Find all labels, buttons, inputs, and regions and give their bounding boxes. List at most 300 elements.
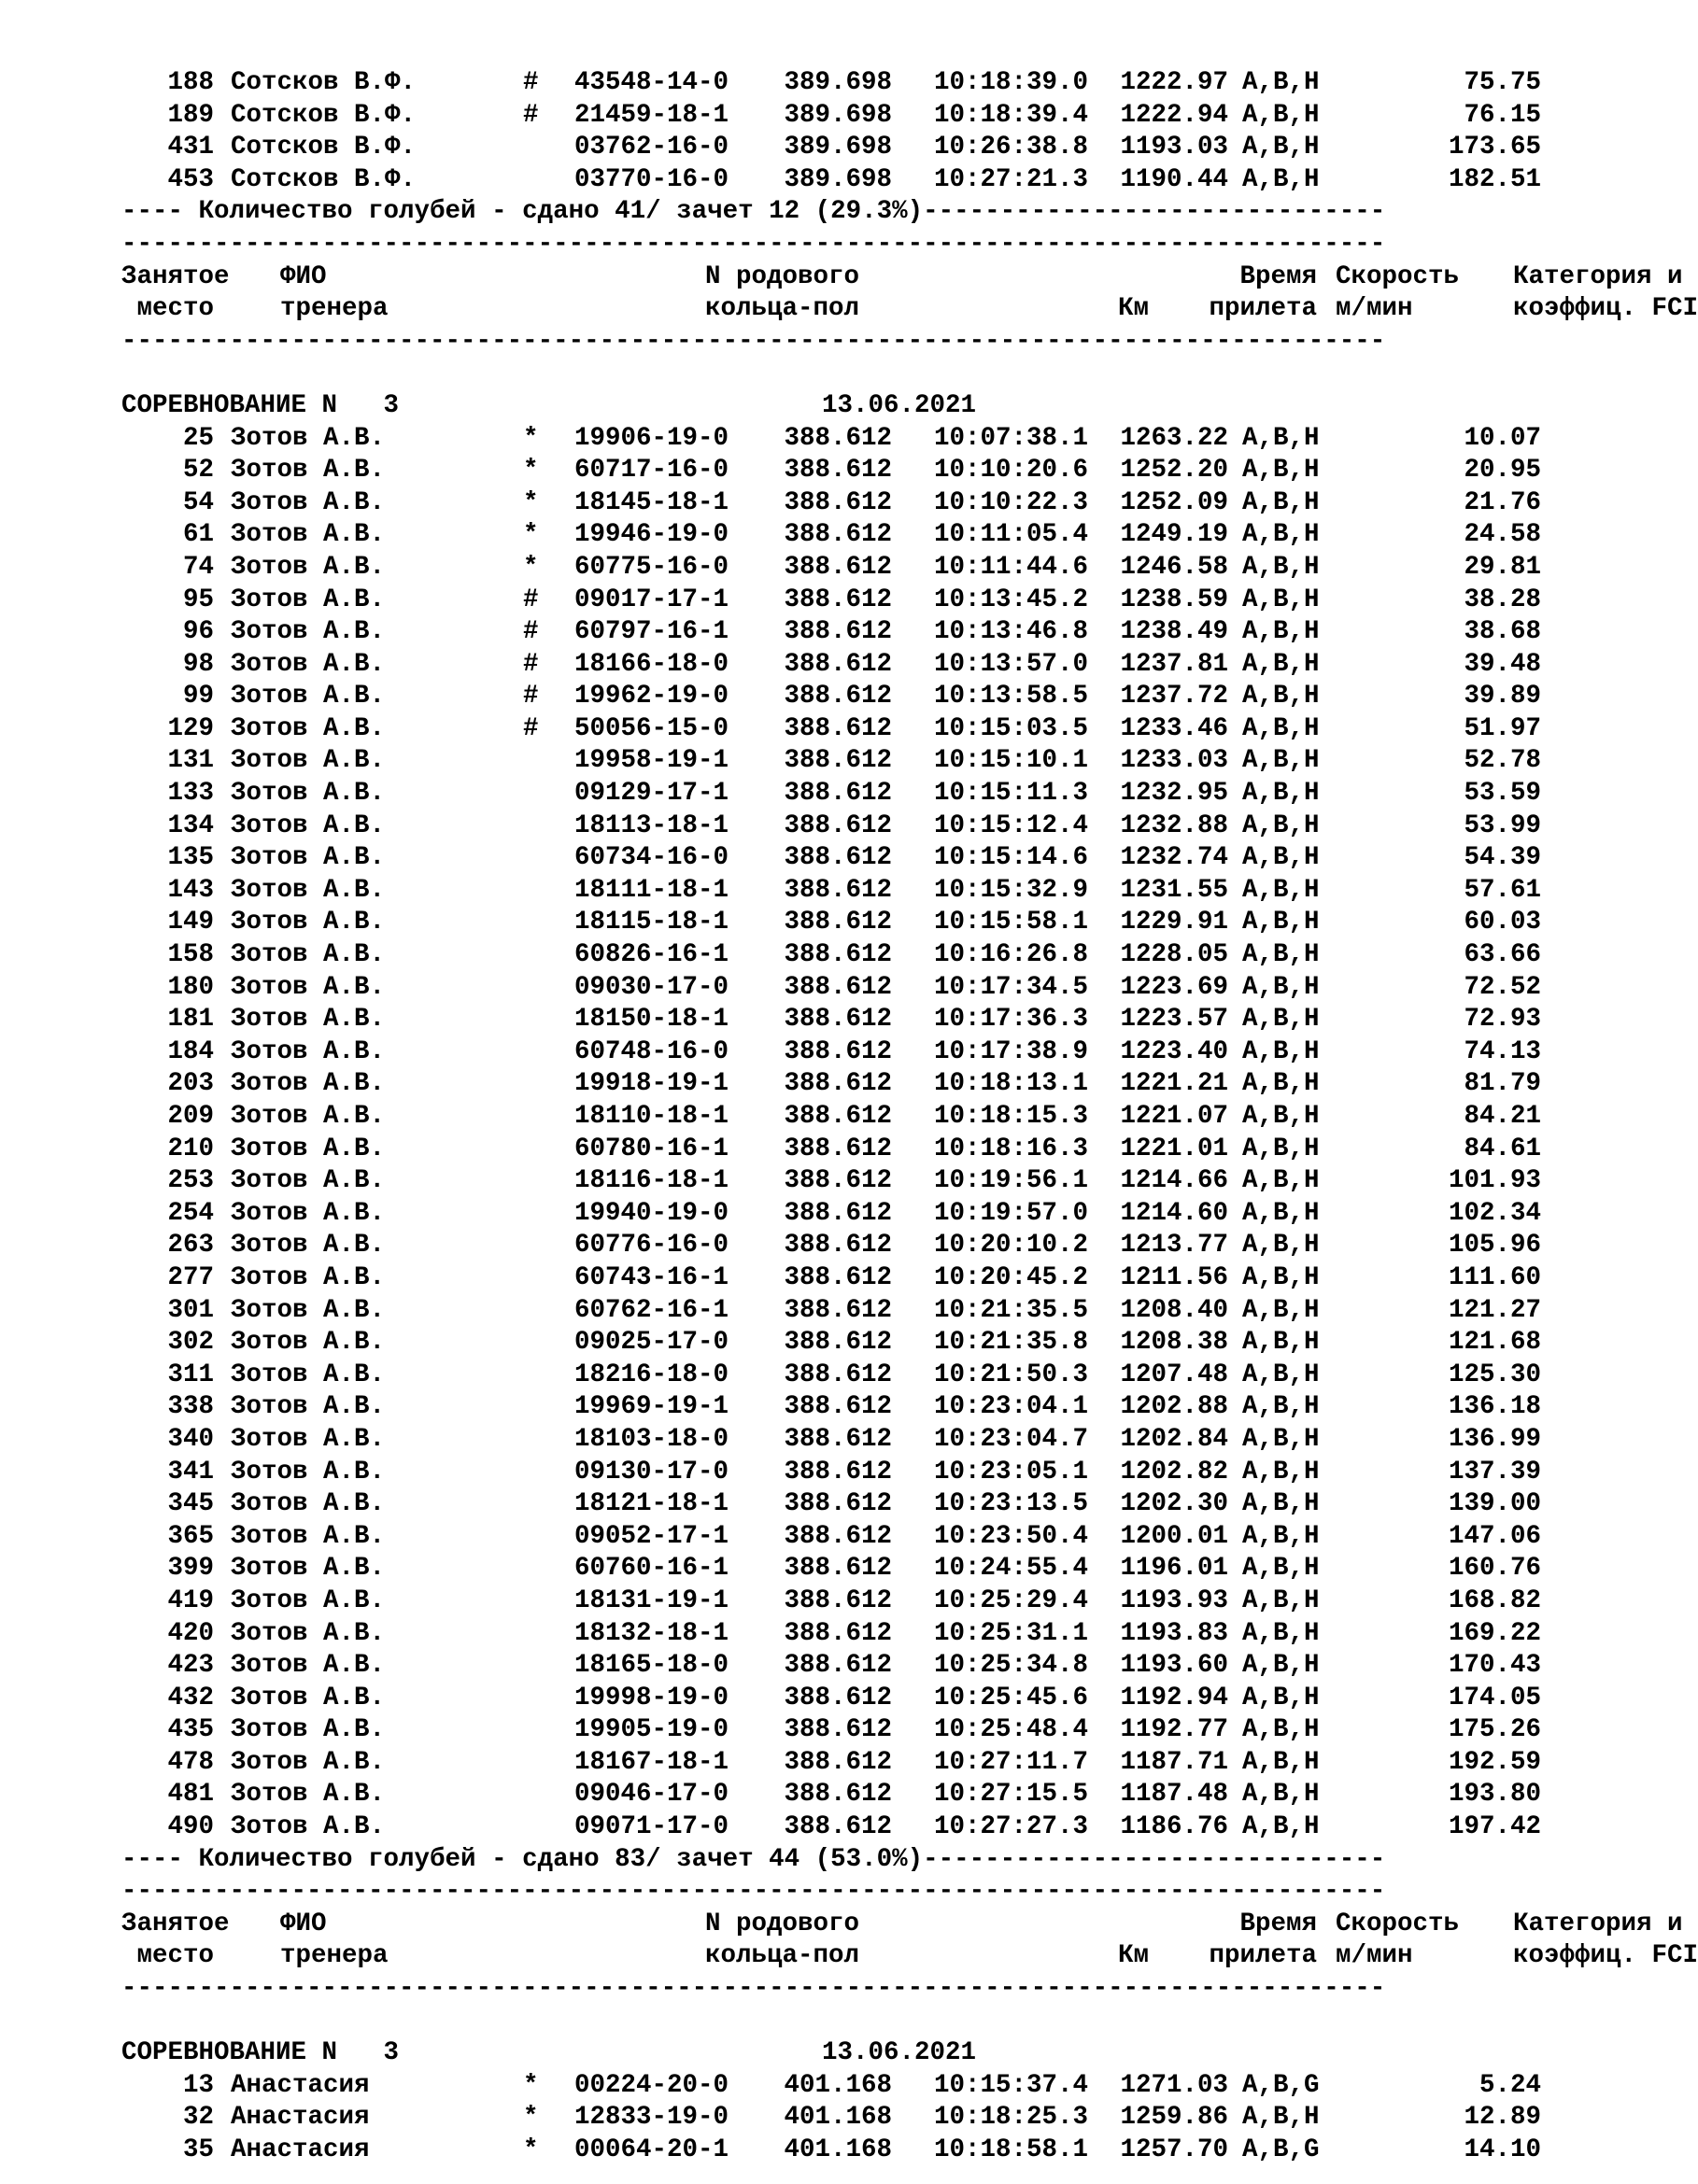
- distance-cell: 388.612: [784, 552, 892, 582]
- ring-number-cell: 60826-16-1: [574, 940, 729, 970]
- ring-number-cell: 19969-19-1: [574, 1392, 729, 1422]
- trainer-name-cell: Зотов А.В.: [231, 585, 386, 614]
- place-cell: 253: [167, 1166, 214, 1196]
- place-cell: 188: [167, 68, 214, 97]
- distance-cell: 388.612: [784, 1262, 892, 1292]
- trainer-name-cell: Зотов А.В.: [231, 1812, 386, 1842]
- category-cell: A,B,H: [1242, 1328, 1320, 1358]
- distance-cell: 388.612: [784, 1328, 892, 1358]
- category-cell: A,B,H: [1242, 649, 1320, 679]
- distance-cell: 388.612: [784, 1198, 892, 1228]
- ring-number-cell: 60780-16-1: [574, 1134, 729, 1163]
- ring-number-cell: 18121-18-1: [574, 1489, 729, 1519]
- arrival-time-cell: 10:23:13.5: [933, 1489, 1088, 1519]
- ring-number-cell: 19905-19-0: [574, 1715, 729, 1745]
- speed-cell: 1233.46: [1120, 713, 1228, 743]
- category-cell: A,B,H: [1242, 585, 1320, 614]
- category-cell: A,B,H: [1242, 1102, 1320, 1131]
- result-row: [121, 1488, 1541, 1521]
- results-sheet: [121, 67, 1698, 2167]
- speed-cell: 1238.59: [1120, 585, 1228, 614]
- competition-date: 13.06.2021: [822, 2038, 977, 2068]
- place-cell: 277: [167, 1262, 214, 1292]
- distance-cell: 388.612: [784, 908, 892, 937]
- trainer-name-cell: Зотов А.В.: [231, 1328, 386, 1358]
- category-cell: A,B,H: [1242, 779, 1320, 809]
- mark-cell: #: [523, 585, 539, 614]
- speed-cell: 1228.05: [1120, 940, 1228, 970]
- distance-cell: 389.698: [784, 133, 892, 162]
- category-cell: A,B,H: [1242, 456, 1320, 486]
- distance-cell: 388.612: [784, 1554, 892, 1584]
- fci-coefficient-cell: 111.60: [1448, 1262, 1541, 1292]
- fci-coefficient-cell: 29.81: [1464, 552, 1541, 582]
- trainer-name-cell: Зотов А.В.: [231, 649, 386, 679]
- category-cell: A,B,H: [1242, 1521, 1320, 1551]
- trainer-name-cell: Зотов А.В.: [231, 1585, 386, 1615]
- category-cell: A,B,H: [1242, 1489, 1320, 1519]
- speed-cell: 1259.86: [1120, 2103, 1228, 2133]
- trainer-name-cell: Зотов А.В.: [231, 1295, 386, 1325]
- separator-line: ----------------------------------------------------------------------------------: [121, 229, 1386, 259]
- competition-label: СОРЕВНОВАНИЕ N 3: [121, 390, 400, 420]
- fci-coefficient-cell: 101.93: [1448, 1166, 1541, 1196]
- fci-coefficient-cell: 53.59: [1464, 779, 1541, 809]
- place-cell: 420: [167, 1618, 214, 1648]
- speed-cell: 1190.44: [1120, 164, 1228, 194]
- place-cell: 35: [182, 2135, 214, 2164]
- distance-cell: 388.612: [784, 1102, 892, 1131]
- speed-cell: 1221.21: [1120, 1069, 1228, 1099]
- trainer-name-cell: Зотов А.В.: [231, 1683, 386, 1712]
- result-row: [121, 455, 1541, 487]
- speed-cell: 1249.19: [1120, 520, 1228, 550]
- speed-cell: 1211.56: [1120, 1262, 1228, 1292]
- fci-coefficient-cell: 175.26: [1448, 1715, 1541, 1745]
- mark-cell: *: [523, 2135, 539, 2164]
- ring-number-cell: 00224-20-0: [574, 2070, 729, 2100]
- arrival-time-cell: 10:15:11.3: [933, 779, 1088, 809]
- fci-coefficient-cell: 54.39: [1464, 843, 1541, 873]
- arrival-time-cell: 10:11:44.6: [933, 552, 1088, 582]
- arrival-time-cell: 10:17:36.3: [933, 1005, 1088, 1035]
- category-cell: A,B,H: [1242, 940, 1320, 970]
- arrival-time-cell: 10:18:13.1: [933, 1069, 1088, 1099]
- speed-cell: 1271.03: [1120, 2070, 1228, 2100]
- distance-cell: 388.612: [784, 585, 892, 614]
- blank-line: [121, 2006, 1522, 2038]
- speed-cell: 1221.01: [1120, 1134, 1228, 1163]
- speed-cell: 1187.71: [1120, 1747, 1228, 1777]
- distance-cell: 388.612: [784, 1392, 892, 1422]
- ring-number-cell: 18132-18-1: [574, 1618, 729, 1648]
- arrival-time-cell: 10:25:29.4: [933, 1585, 1088, 1615]
- trainer-name-cell: Сотсков В.Ф.: [231, 164, 417, 194]
- speed-cell: 1246.58: [1120, 552, 1228, 582]
- place-cell: 99: [182, 682, 214, 712]
- result-row: [121, 1230, 1541, 1262]
- ring-number-cell: 19958-19-1: [574, 746, 729, 776]
- category-cell: A,B,G: [1242, 2135, 1320, 2164]
- place-cell: 419: [167, 1585, 214, 1615]
- fci-coefficient-cell: 38.68: [1464, 617, 1541, 647]
- category-cell: A,B,H: [1242, 1005, 1320, 1035]
- trainer-name-cell: Зотов А.В.: [231, 1747, 386, 1777]
- result-row: [121, 1618, 1541, 1651]
- result-row: [121, 810, 1541, 843]
- category-cell: A,B,H: [1242, 1747, 1320, 1777]
- category-cell: A,B,H: [1242, 520, 1320, 550]
- ring-number-cell: 18216-18-0: [574, 1360, 729, 1389]
- trainer-name-cell: Зотов А.В.: [231, 456, 386, 486]
- arrival-time-cell: 10:07:38.1: [933, 423, 1088, 453]
- speed-cell: 1232.95: [1120, 779, 1228, 809]
- speed-cell: 1193.60: [1120, 1651, 1228, 1681]
- ring-number-cell: 60717-16-0: [574, 456, 729, 486]
- place-cell: 96: [182, 617, 214, 647]
- arrival-time-cell: 10:21:35.5: [933, 1295, 1088, 1325]
- header-km: Км: [1117, 1941, 1149, 1971]
- header-place: место: [121, 1941, 215, 1971]
- ring-number-cell: 18113-18-1: [574, 810, 729, 840]
- speed-cell: 1193.03: [1120, 133, 1228, 162]
- ring-number-cell: 19906-19-0: [574, 423, 729, 453]
- arrival-time-cell: 10:15:12.4: [933, 810, 1088, 840]
- speed-cell: 1232.74: [1120, 843, 1228, 873]
- mark-cell: #: [523, 713, 539, 743]
- place-cell: 184: [167, 1036, 214, 1066]
- fci-coefficient-cell: 121.27: [1448, 1295, 1541, 1325]
- trainer-name-cell: Зотов А.В.: [231, 746, 386, 776]
- category-cell: A,B,H: [1242, 908, 1320, 937]
- trainer-name-cell: Зотов А.В.: [231, 552, 386, 582]
- distance-cell: 388.612: [784, 1747, 892, 1777]
- ring-number-cell: 43548-14-0: [574, 68, 729, 97]
- category-cell: A,B,H: [1242, 1166, 1320, 1196]
- arrival-time-cell: 10:18:39.0: [933, 68, 1088, 97]
- trainer-name-cell: Анастасия: [231, 2135, 370, 2164]
- place-cell: 478: [167, 1747, 214, 1777]
- speed-cell: 1200.01: [1120, 1521, 1228, 1551]
- result-row: [121, 423, 1541, 456]
- header-place: Занятое: [121, 1909, 230, 1938]
- arrival-time-cell: 10:20:10.2: [933, 1231, 1088, 1261]
- speed-cell: 1192.77: [1120, 1715, 1228, 1745]
- trainer-name-cell: Зотов А.В.: [231, 682, 386, 712]
- result-row: [121, 1004, 1541, 1036]
- speed-cell: 1252.09: [1120, 487, 1228, 517]
- result-row: [121, 907, 1541, 939]
- distance-cell: 388.612: [784, 1424, 892, 1454]
- place-cell: 133: [167, 779, 214, 809]
- category-cell: A,B,H: [1242, 1812, 1320, 1842]
- place-cell: 158: [167, 940, 214, 970]
- header-speed: Скорость: [1336, 261, 1460, 291]
- arrival-time-cell: 10:18:39.4: [933, 100, 1088, 130]
- category-cell: A,B,H: [1242, 810, 1320, 840]
- arrival-time-cell: 10:13:46.8: [933, 617, 1088, 647]
- fci-coefficient-cell: 53.99: [1464, 810, 1541, 840]
- separator-line: ----------------------------------------------------------------------------------: [121, 326, 1386, 356]
- mark-cell: #: [523, 100, 539, 130]
- arrival-time-cell: 10:18:16.3: [933, 1134, 1088, 1163]
- category-cell: A,B,H: [1242, 1392, 1320, 1422]
- category-cell: A,B,H: [1242, 682, 1320, 712]
- distance-cell: 388.612: [784, 1651, 892, 1681]
- result-row: [121, 1811, 1541, 1844]
- ring-number-cell: 19946-19-0: [574, 520, 729, 550]
- mark-cell: *: [523, 2070, 539, 2100]
- fci-coefficient-cell: 197.42: [1448, 1812, 1541, 1842]
- result-row: [121, 875, 1541, 908]
- mark-cell: *: [523, 520, 539, 550]
- place-cell: 129: [167, 713, 214, 743]
- arrival-time-cell: 10:18:25.3: [933, 2103, 1088, 2133]
- distance-cell: 388.612: [784, 520, 892, 550]
- speed-cell: 1214.60: [1120, 1198, 1228, 1228]
- place-cell: 52: [182, 456, 214, 486]
- distance-cell: 388.612: [784, 682, 892, 712]
- place-cell: 54: [182, 487, 214, 517]
- result-row: [121, 1714, 1541, 1747]
- result-row: [121, 1068, 1541, 1101]
- place-cell: 209: [167, 1102, 214, 1131]
- separator-line: ----------------------------------------------------------------------------------: [121, 1974, 1386, 2004]
- result-row: [121, 1262, 1541, 1295]
- fci-coefficient-cell: 84.61: [1464, 1134, 1541, 1163]
- arrival-time-cell: 10:19:56.1: [933, 1166, 1088, 1196]
- category-cell: A,B,H: [1242, 487, 1320, 517]
- trainer-name-cell: Зотов А.В.: [231, 810, 386, 840]
- speed-cell: 1237.81: [1120, 649, 1228, 679]
- category-cell: A,B,H: [1242, 1554, 1320, 1584]
- result-row: [121, 1360, 1541, 1392]
- arrival-time-cell: 10:11:05.4: [933, 520, 1088, 550]
- ring-number-cell: 60775-16-0: [574, 552, 729, 582]
- fci-coefficient-cell: 24.58: [1464, 520, 1541, 550]
- speed-cell: 1223.40: [1120, 1036, 1228, 1066]
- category-cell: A,B,H: [1242, 2103, 1320, 2133]
- speed-cell: 1221.07: [1120, 1102, 1228, 1131]
- fci-coefficient-cell: 192.59: [1448, 1747, 1541, 1777]
- ring-number-cell: 60743-16-1: [574, 1262, 729, 1292]
- speed-cell: 1192.94: [1120, 1683, 1228, 1712]
- speed-cell: 1223.69: [1120, 972, 1228, 1002]
- trainer-name-cell: Зотов А.В.: [231, 1521, 386, 1551]
- result-row: [121, 1747, 1541, 1780]
- distance-cell: 388.612: [784, 617, 892, 647]
- place-cell: 135: [167, 843, 214, 873]
- arrival-time-cell: 10:17:34.5: [933, 972, 1088, 1002]
- arrival-time-cell: 10:15:32.9: [933, 875, 1088, 905]
- header-trainer: тренера: [280, 1941, 389, 1971]
- fci-coefficient-cell: 21.76: [1464, 487, 1541, 517]
- distance-cell: 388.612: [784, 1166, 892, 1196]
- column-header-row: [121, 1940, 1698, 1973]
- ring-number-cell: 18103-18-0: [574, 1424, 729, 1454]
- mark-cell: *: [523, 487, 539, 517]
- arrival-time-cell: 10:15:03.5: [933, 713, 1088, 743]
- place-cell: 263: [167, 1231, 214, 1261]
- ring-number-cell: 09030-17-0: [574, 972, 729, 1002]
- ring-number-cell: 60776-16-0: [574, 1231, 729, 1261]
- distance-cell: 388.612: [784, 1812, 892, 1842]
- ring-number-cell: 19918-19-1: [574, 1069, 729, 1099]
- distance-cell: 388.612: [784, 1134, 892, 1163]
- ring-number-cell: 00064-20-1: [574, 2135, 729, 2164]
- fci-coefficient-cell: 125.30: [1448, 1360, 1541, 1389]
- speed-cell: 1208.40: [1120, 1295, 1228, 1325]
- arrival-time-cell: 10:21:50.3: [933, 1360, 1088, 1389]
- place-cell: 74: [182, 552, 214, 582]
- place-cell: 131: [167, 746, 214, 776]
- header-place: место: [121, 294, 215, 324]
- speed-cell: 1232.88: [1120, 810, 1228, 840]
- arrival-time-cell: 10:27:27.3: [933, 1812, 1088, 1842]
- arrival-time-cell: 10:10:20.6: [933, 456, 1088, 486]
- place-cell: 61: [182, 520, 214, 550]
- trainer-name-cell: Зотов А.В.: [231, 1102, 386, 1131]
- header-category: коэффиц. FCI: [1513, 1941, 1698, 1971]
- place-cell: 432: [167, 1683, 214, 1712]
- trainer-name-cell: Зотов А.В.: [231, 1231, 386, 1261]
- category-cell: A,B,H: [1242, 423, 1320, 453]
- fci-coefficient-cell: 105.96: [1448, 1231, 1541, 1261]
- fci-coefficient-cell: 102.34: [1448, 1198, 1541, 1228]
- header-time: Время: [1239, 261, 1317, 291]
- ring-number-cell: 18131-19-1: [574, 1585, 729, 1615]
- arrival-time-cell: 10:27:15.5: [933, 1780, 1088, 1810]
- place-cell: 399: [167, 1554, 214, 1584]
- ring-number-cell: 21459-18-1: [574, 100, 729, 130]
- speed-cell: 1202.88: [1120, 1392, 1228, 1422]
- fci-coefficient-cell: 81.79: [1464, 1069, 1541, 1099]
- place-cell: 365: [167, 1521, 214, 1551]
- header-category: коэффиц. FCI: [1513, 294, 1698, 324]
- fci-coefficient-cell: 39.89: [1464, 682, 1541, 712]
- trainer-name-cell: Зотов А.В.: [231, 1134, 386, 1163]
- category-cell: A,B,H: [1242, 1069, 1320, 1099]
- fci-coefficient-cell: 63.66: [1464, 940, 1541, 970]
- fci-coefficient-cell: 137.39: [1448, 1457, 1541, 1487]
- fci-coefficient-cell: 52.78: [1464, 746, 1541, 776]
- fci-coefficient-cell: 5.24: [1479, 2070, 1541, 2100]
- result-row: [121, 1327, 1541, 1360]
- arrival-time-cell: 10:13:57.0: [933, 649, 1088, 679]
- category-cell: A,B,H: [1242, 1651, 1320, 1681]
- arrival-time-cell: 10:19:57.0: [933, 1198, 1088, 1228]
- header-ring: кольца-пол: [705, 1941, 860, 1971]
- distance-cell: 388.612: [784, 1715, 892, 1745]
- ring-number-cell: 09052-17-1: [574, 1521, 729, 1551]
- arrival-time-cell: 10:24:55.4: [933, 1554, 1088, 1584]
- trainer-name-cell: Зотов А.В.: [231, 520, 386, 550]
- trainer-name-cell: Зотов А.В.: [231, 1392, 386, 1422]
- mark-cell: #: [523, 682, 539, 712]
- arrival-time-cell: 10:20:45.2: [933, 1262, 1088, 1292]
- category-cell: A,B,H: [1242, 1134, 1320, 1163]
- header-speed: Скорость: [1336, 1909, 1460, 1938]
- trainer-name-cell: Зотов А.В.: [231, 1651, 386, 1681]
- category-cell: A,B,H: [1242, 1231, 1320, 1261]
- arrival-time-cell: 10:21:35.8: [933, 1328, 1088, 1358]
- result-row: [121, 939, 1541, 972]
- distance-cell: 388.612: [784, 1005, 892, 1035]
- distance-cell: 388.612: [784, 1036, 892, 1066]
- category-cell: A,B,H: [1242, 1262, 1320, 1292]
- trainer-name-cell: Анастасия: [231, 2070, 370, 2100]
- fci-coefficient-cell: 20.95: [1464, 456, 1541, 486]
- place-cell: 453: [167, 164, 214, 194]
- place-cell: 181: [167, 1005, 214, 1035]
- arrival-time-cell: 10:27:21.3: [933, 164, 1088, 194]
- ring-number-cell: 03770-16-0: [574, 164, 729, 194]
- fci-coefficient-cell: 136.99: [1448, 1424, 1541, 1454]
- fci-coefficient-cell: 38.28: [1464, 585, 1541, 614]
- arrival-time-cell: 10:23:05.1: [933, 1457, 1088, 1487]
- result-row: [121, 2135, 1541, 2167]
- place-cell: 13: [182, 2070, 214, 2100]
- category-cell: A,B,H: [1242, 875, 1320, 905]
- place-cell: 490: [167, 1812, 214, 1842]
- trainer-name-cell: Зотов А.В.: [231, 940, 386, 970]
- arrival-time-cell: 10:18:15.3: [933, 1102, 1088, 1131]
- result-row: [121, 2102, 1541, 2135]
- speed-cell: 1222.94: [1120, 100, 1228, 130]
- distance-cell: 388.612: [784, 1457, 892, 1487]
- fci-coefficient-cell: 136.18: [1448, 1392, 1541, 1422]
- result-row: [121, 2070, 1541, 2103]
- result-row: [121, 1036, 1541, 1069]
- category-cell: A,B,H: [1242, 972, 1320, 1002]
- result-row: [121, 552, 1541, 585]
- header-time: прилета: [1209, 1941, 1317, 1971]
- blank-line: [121, 358, 1522, 390]
- ring-number-cell: 09129-17-1: [574, 779, 729, 809]
- result-row: [121, 1779, 1541, 1811]
- trainer-name-cell: Зотов А.В.: [231, 1554, 386, 1584]
- place-cell: 149: [167, 908, 214, 937]
- trainer-name-cell: Анастасия: [231, 2103, 370, 2133]
- ring-number-cell: 18115-18-1: [574, 908, 729, 937]
- category-cell: A,B,H: [1242, 1780, 1320, 1810]
- arrival-time-cell: 10:18:58.1: [933, 2135, 1088, 2164]
- category-cell: A,B,H: [1242, 713, 1320, 743]
- place-cell: 311: [167, 1360, 214, 1389]
- place-cell: 210: [167, 1134, 214, 1163]
- result-row: [121, 1683, 1541, 1715]
- place-cell: 98: [182, 649, 214, 679]
- ring-number-cell: 60734-16-0: [574, 843, 729, 873]
- result-row: [121, 1198, 1541, 1231]
- result-row: [121, 1101, 1541, 1134]
- place-cell: 95: [182, 585, 214, 614]
- ring-number-cell: 09017-17-1: [574, 585, 729, 614]
- category-cell: A,B,H: [1242, 1715, 1320, 1745]
- ring-number-cell: 12833-19-0: [574, 2103, 729, 2133]
- place-cell: 435: [167, 1715, 214, 1745]
- trainer-name-cell: Зотов А.В.: [231, 1262, 386, 1292]
- trainer-name-cell: Зотов А.В.: [231, 487, 386, 517]
- category-cell: A,B,H: [1242, 552, 1320, 582]
- speed-cell: 1237.72: [1120, 682, 1228, 712]
- distance-cell: 388.612: [784, 940, 892, 970]
- fci-coefficient-cell: 139.00: [1448, 1489, 1541, 1519]
- trainer-name-cell: Зотов А.В.: [231, 843, 386, 873]
- competition-line: [121, 2037, 1522, 2070]
- header-time: прилета: [1209, 294, 1317, 324]
- column-header-row: [121, 261, 1683, 294]
